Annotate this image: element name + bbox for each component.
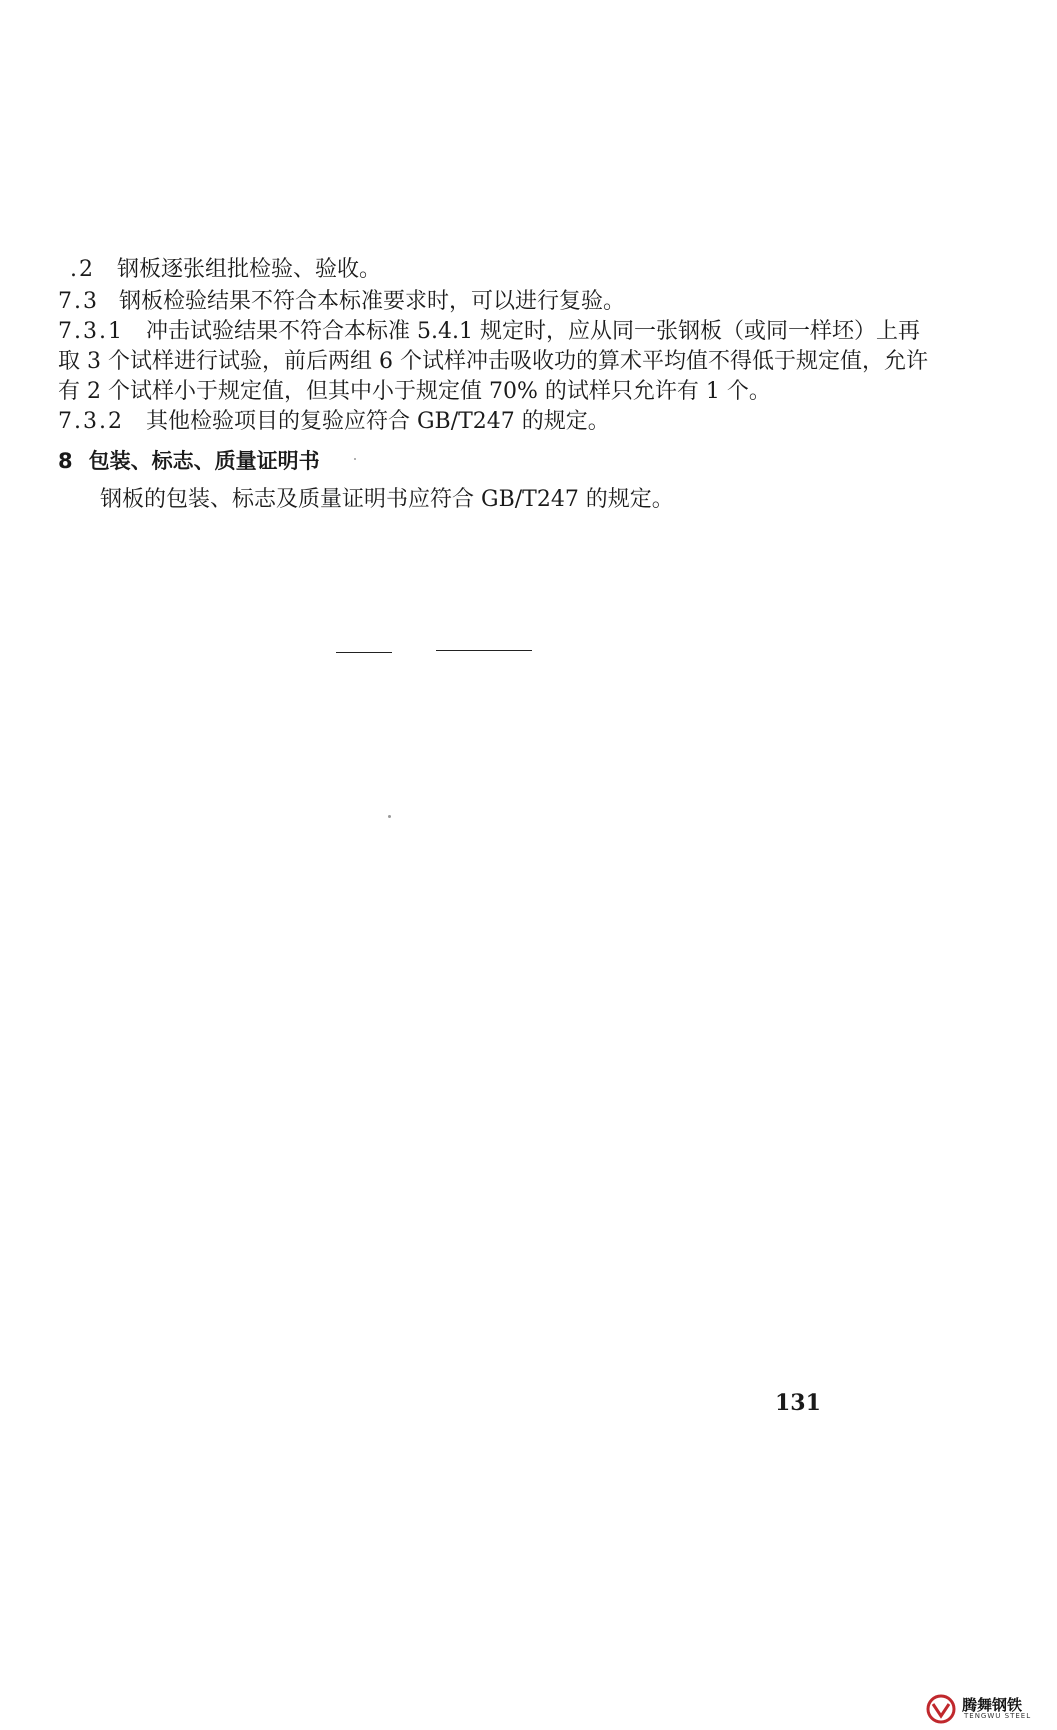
- clause-number: 7.3.2: [58, 409, 124, 434]
- clause-7-3-1: [58, 317, 920, 347]
- section-8-body: 钢板的包装、标志及质量证明书应符合 GB/T247 的规定。: [100, 487, 674, 512]
- end-rule-right: [436, 650, 532, 651]
- logo-name: 腾舞钢铁: [962, 1696, 1023, 1714]
- section-title: 包装、标志、质量证明书: [88, 449, 320, 473]
- scan-speck: [388, 815, 391, 818]
- clause-number: 7.3.1: [58, 319, 124, 344]
- logo-subtitle: TENGWU STEEL: [964, 1712, 1032, 1720]
- section-number: 8: [58, 449, 73, 473]
- clause-7-3: [58, 287, 625, 317]
- clause-text: 钢板逐张组批检验、验收。: [117, 257, 382, 282]
- section-8-heading: [58, 446, 320, 476]
- end-rule-left: [336, 652, 392, 653]
- clause-text: 其他检验项目的复验应符合 GB/T247 的规定。: [145, 409, 610, 434]
- clause-number: .2: [70, 257, 95, 282]
- logo-icon: [926, 1694, 956, 1724]
- clause-7-2: [70, 255, 381, 285]
- page-number: 131: [775, 1390, 821, 1416]
- clause-text: 取 3 个试样进行试验，前后两组 6 个试样冲击吸收功的算术平均值不得低于规定值，允许: [58, 349, 928, 374]
- clause-7-3-2: [58, 407, 610, 437]
- clause-7-3-1-cont-1: [58, 347, 928, 377]
- clause-text: 有 2 个试样小于规定值，但其中小于规定值 70% 的试样只允许有 1 个。: [58, 379, 771, 404]
- brand-logo: [926, 1694, 1046, 1724]
- scan-speck: [354, 458, 356, 460]
- clause-7-3-1-cont-2: [58, 377, 771, 407]
- clause-number: 7.3: [58, 289, 99, 314]
- clause-text: 冲击试验结果不符合本标准 5.4.1 规定时，应从同一张钢板（或同一样坯）上再: [145, 319, 920, 344]
- clause-text: 钢板检验结果不符合本标准要求时，可以进行复验。: [119, 289, 626, 314]
